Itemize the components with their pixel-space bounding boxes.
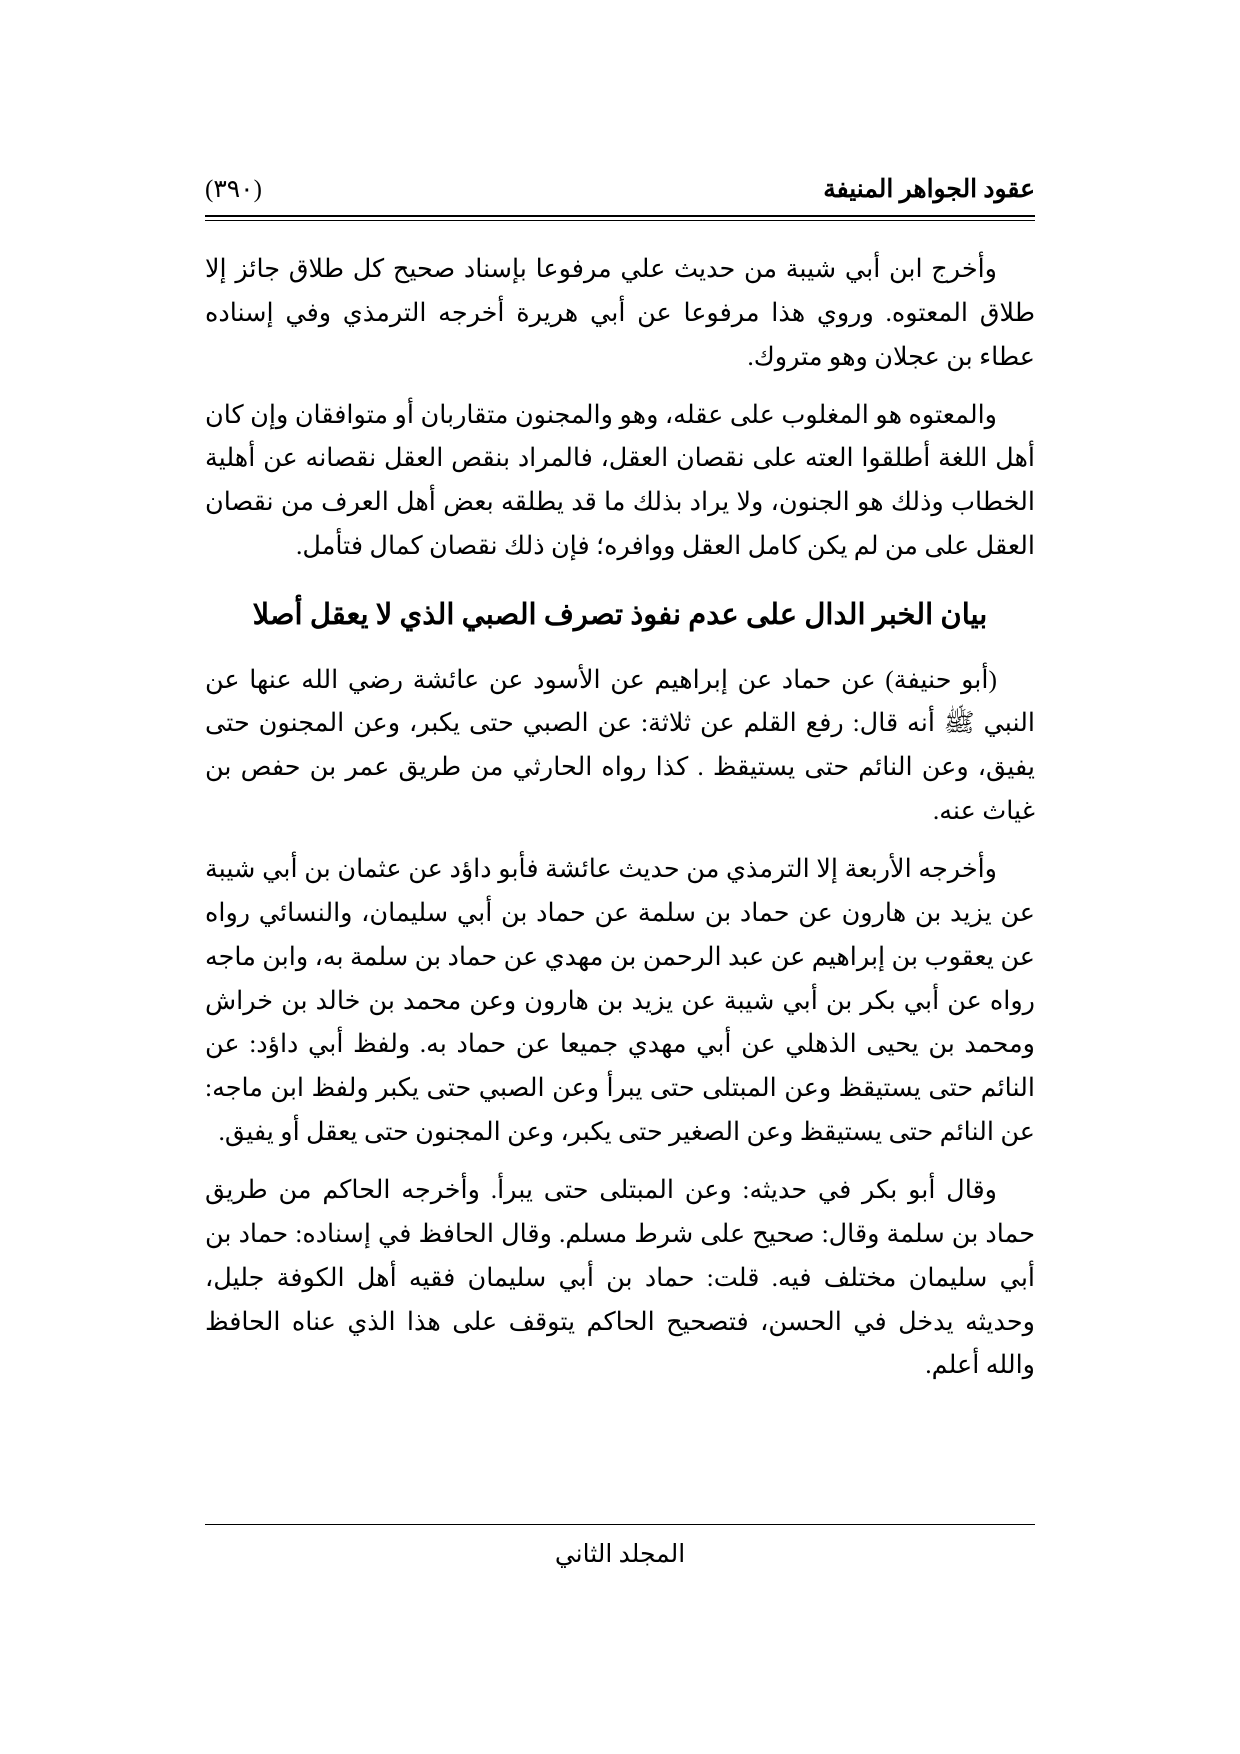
volume-label: المجلد الثاني (554, 1541, 686, 1568)
paragraph: والمعتوه هو المغلوب على عقله، وهو والمجنون متقاربان أو متوافقان وإن كان أهل اللغة أطلقوا العته على نقصان العقل، فالمراد بنقص العقل نقصانه عن أهلية الخطاب وذلك هو الجنون، ولا يراد بذلك ما قد يطلقه بعض أهل العرف من نقصان العقل على من لم يكن كامل العقل ووافره؛ فإن ذلك نقصان كمال فتأمل. (205, 399, 1035, 561)
paragraph: (أبو حنيفة) عن حماد عن إبراهيم عن الأسود عن عائشة رضي الله عنها عن النبي ﷺ أنه قال: رفع القلم عن ثلاثة: عن الصبي حتى يكبر، وعن المجنون حتى يفيق، وعن النائم حتى يستيقظ . كذا رواه الحارثي من طريق عمر بن حفص بن غياث عنه. (205, 664, 1035, 826)
page-body (205, 247, 1035, 1387)
page-header (205, 175, 1035, 213)
footer-divider (205, 1524, 1035, 1525)
paragraph: وأخرج ابن أبي شيبة من حديث علي مرفوعا بإسناد صحيح كل طلاق جائز إلا طلاق المعتوه. وروي هذا مرفوعا عن أبي هريرة أخرجه الترمذي وفي إسناده عطاء بن عجلان وهو متروك. (205, 254, 1035, 371)
header-divider (205, 215, 1035, 221)
section-heading: بيان الخبر الدال على عدم نفوذ تصرف الصبي الذي لا يعقل أصلا (252, 599, 988, 632)
page-footer (205, 1524, 1035, 1569)
book-title: عقود الجواهر المنيفة (823, 176, 1035, 203)
paragraph: وأخرجه الأربعة إلا الترمذي من حديث عائشة فأبو داؤد عن عثمان بن أبي شيبة عن يزيد بن هارون عن حماد بن سلمة عن حماد بن أبي سليمان، والنسائي رواه عن يعقوب بن إبراهيم عن عبد الرحمن بن مهدي عن حماد بن سلمة به، وابن ماجه رواه عن أبي بكر بن أبي شيبة عن يزيد بن هارون وعن محمد بن خالد بن خراش ومحمد بن يحيى الذهلي عن أبي مهدي جميعا عن حماد به. ولفظ أبي داؤد: عن النائم حتى يستيقظ وعن المبتلى حتى يبرأ وعن الصبي حتى يكبر ولفظ ابن ماجه: عن النائم حتى يستيقظ وعن الصغير حتى يكبر، وعن المجنون حتى يعقل أو يفيق. (205, 853, 1035, 1147)
page-number: (٣٩٠) (205, 176, 262, 203)
paragraph: وقال أبو بكر في حديثه: وعن المبتلى حتى يبرأ. وأخرجه الحاكم من طريق حماد بن سلمة وقال: صحيح على شرط مسلم. وقال الحافظ في إسناده: حماد بن أبي سليمان مختلف فيه. قلت: حماد بن أبي سليمان فقيه أهل الكوفة جليل، وحديثه يدخل في الحسن، فتصحيح الحاكم يتوقف على هذا الذي عناه الحافظ والله أعلم. (205, 1174, 1035, 1380)
